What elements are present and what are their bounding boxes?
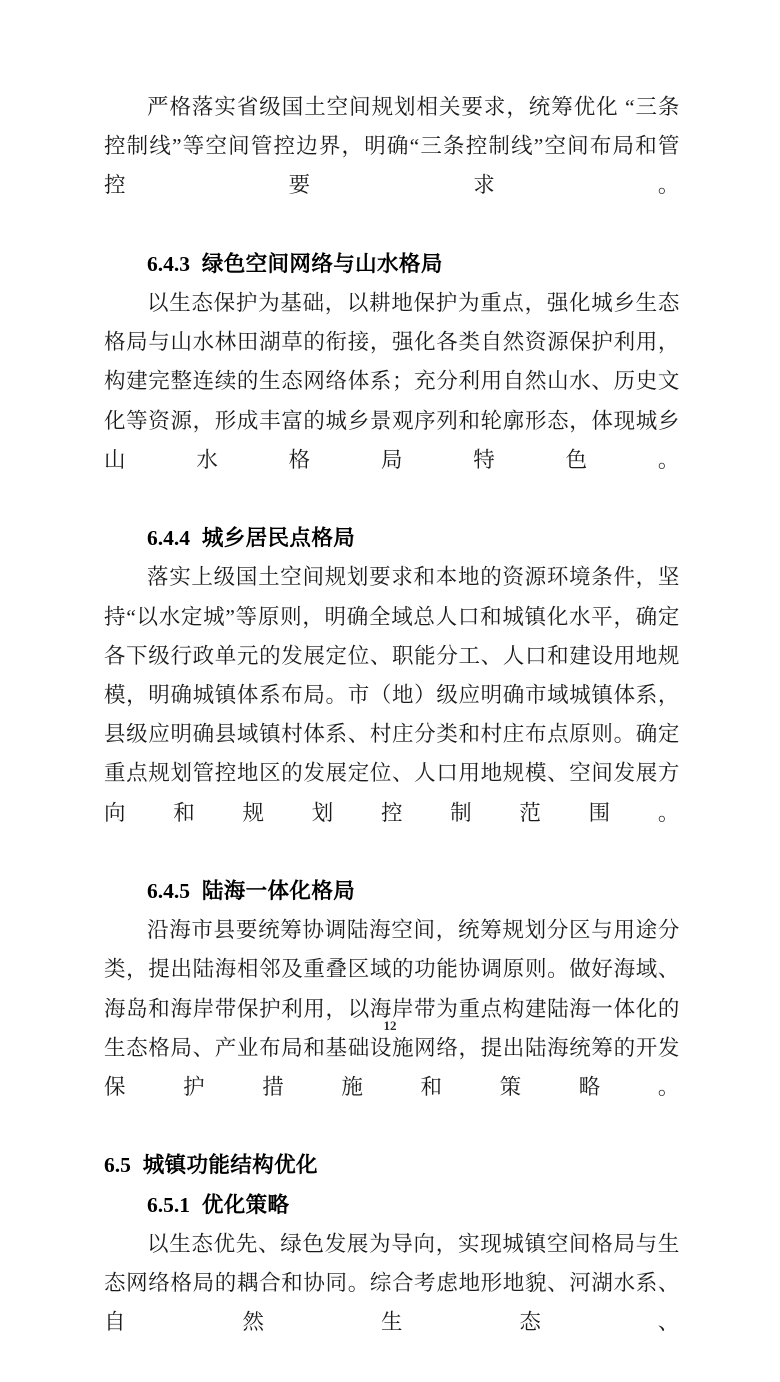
heading-6-4-4-number: 6.4.4	[147, 526, 190, 551]
page-content-body	[104, 88, 680, 1382]
heading-6-4-4	[104, 519, 680, 558]
heading-6-4-3-number: 6.4.3	[147, 251, 190, 276]
heading-6-5	[104, 1146, 680, 1185]
paragraph-three-control-lines: 严格落实省级国土空间规划相关要求，统筹优化 “三条控制线”等空间管控边界，明确“三条控制线”空间布局和管控要求。	[104, 95, 680, 198]
page-number: 12	[383, 1018, 397, 1033]
heading-6-4-3	[104, 245, 680, 284]
heading-6-5-1-title: 优化策略	[201, 1192, 290, 1217]
heading-6-4-5-title: 陆海一体化格局	[201, 879, 356, 904]
heading-6-4-5	[104, 872, 680, 911]
heading-6-5-number: 6.5	[104, 1153, 131, 1178]
heading-6-5-1-number: 6.5.1	[147, 1192, 190, 1217]
paragraph-settlement-pattern: 落实上级国土空间规划要求和本地的资源环境条件，坚持“以水定城”等原则，明确全域总人口和城镇化水平，确定各下级行政单元的发展定位、职能分工、人口和建设用地规模，明确城镇体系布局。市（地）级应明确市域城镇体系，县级应明确县域镇村体系、村庄分类和村庄布点原则。确定重点规划管控地区的发展定位、人口用地规模、空间发展方向和规划控制范围。	[104, 565, 680, 825]
heading-6-4-3-title: 绿色空间网络与山水格局	[201, 251, 443, 276]
heading-6-4-5-number: 6.4.5	[147, 879, 190, 904]
heading-6-5-title: 城镇功能结构优化	[142, 1153, 318, 1178]
paragraph-optimization-strategy: 以生态优先、绿色发展为导向，实现城镇空间格局与生态网络格局的耦合和协同。综合考虑地形地貌、河湖水系、自然生态、	[104, 1231, 680, 1335]
paragraph-land-sea-integration: 沿海市县要统筹协调陆海空间，统筹规划分区与用途分类，提出陆海相邻及重叠区域的功能协调原则。做好海域、海岛和海岸带保护利用，以海岸带为重点构建陆海一体化的生态格局、产业布局和基础设施网络，提出陆海统筹的开发保护措施和策略。	[104, 918, 680, 1100]
paragraph-green-space-network: 以生态保护为基础，以耕地保护为重点，强化城乡生态格局与山水林田湖草的衔接，强化各类自然资源保护利用，构建完整连续的生态网络体系；充分利用自然山水、历史文化等资源，形成丰富的城乡景观序列和轮廓形态，体现城乡山水格局特色。	[104, 291, 680, 472]
heading-6-5-1	[104, 1186, 680, 1225]
heading-6-4-4-title: 城乡居民点格局	[201, 526, 356, 551]
